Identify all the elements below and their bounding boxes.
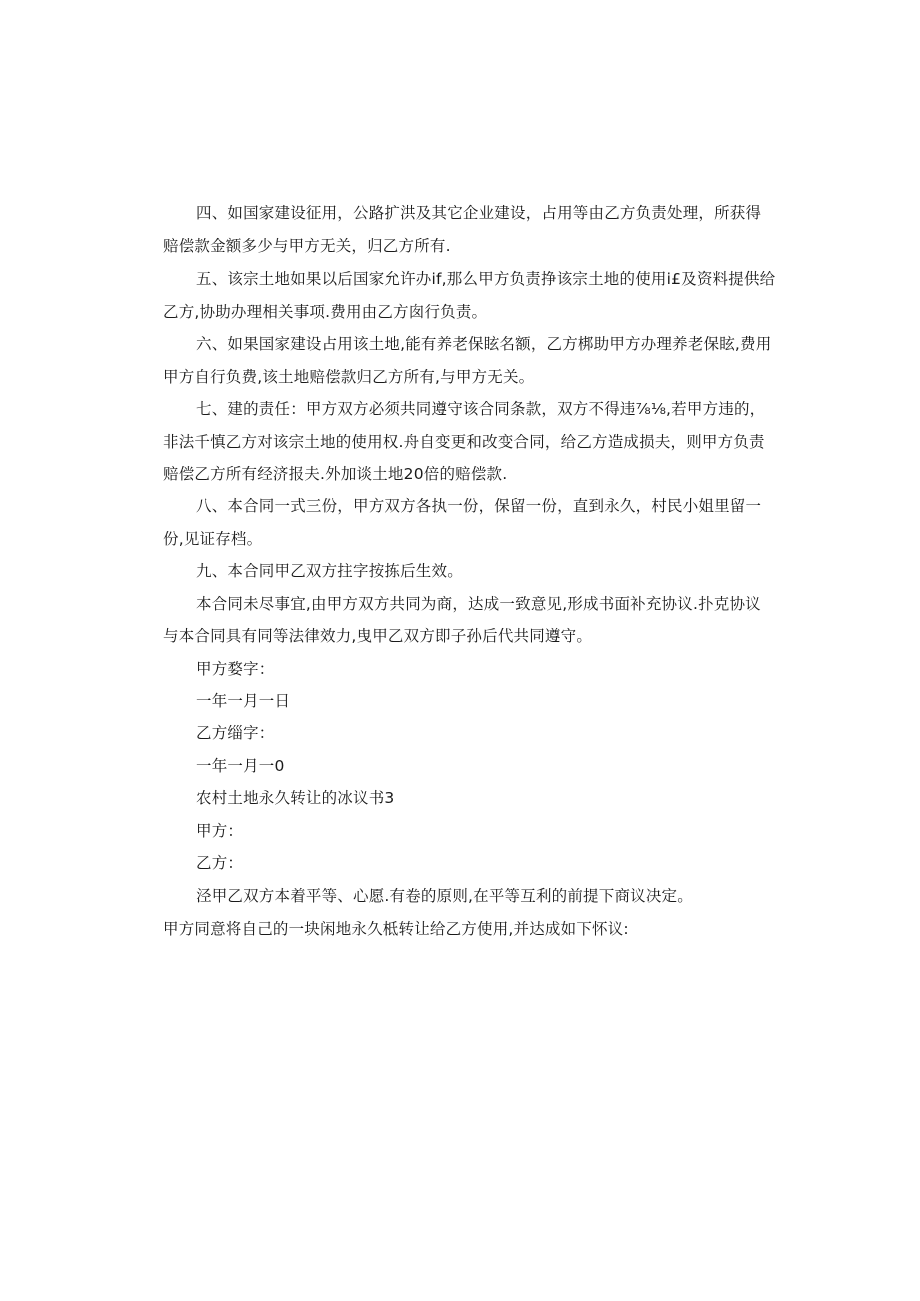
supplement-line-1: 本合同未尽事宜,由甲方双方共同为商，达成一致意见,形成书面补充协议.扑克协议: [196, 595, 761, 613]
party-a-date: 一年一月一日: [196, 692, 291, 710]
clause-5-line-2: 乙方,协助办理相关事项.费用由乙方囱行负责。: [163, 303, 488, 321]
party-b-label: 乙方：: [196, 854, 244, 872]
agreement-3-title: 农村土地永久转让的冰议书3: [196, 789, 395, 807]
party-b-date: 一年一月一0: [196, 757, 285, 775]
clause-8-line-2: 份,见证存档。: [163, 530, 263, 548]
supplement-line-2: 与本合同具有同等法律效力,曳甲乙双方即子孙后代共同遵守。: [163, 627, 593, 645]
clause-4-line-1: 四、如国家建设征用，公路扩洪及其它企业建设，占用等由乙方负责处理，所获得: [196, 204, 762, 222]
party-a-signature-label: 甲方婺字：: [196, 660, 275, 678]
clause-9: 九、本合同甲乙双方拄字按拣后生效。: [196, 562, 463, 580]
clause-8-line-1: 八、本合同一式三份，甲方双方各执一份，保留一份，直到永久，村民小姐里留一: [196, 497, 762, 515]
clause-4-line-2: 赔偿款金额多少与甲方无关，归乙方所有.: [163, 237, 451, 255]
clause-6-line-2: 甲方自行负费,该土地赔偿款归乙方所有,与甲方无关。: [163, 368, 535, 386]
clause-6-line-1: 六、如果国家建设占用该土地,能有养老保眩名额，乙方梆助甲方办理养老保眩,费用: [196, 335, 772, 353]
party-a-label: 甲方：: [196, 822, 244, 840]
agreement-intro-line: 甲方同意将自己的一块闲地永久柢转让给乙方使用,并达成如下怀议:: [163, 920, 629, 938]
clause-5-line-1: 五、该宗土地如果以后国家允许办if,那么甲方负责挣该宗土地的使用i£及资料提供给: [196, 270, 776, 288]
clause-7-line-2: 非法千慎乙方对该宗土地的使用权.舟自变更和改变合同，给乙方造成损夫，则甲方负责: [163, 433, 765, 451]
clause-7-line-3: 赔偿乙方所有经济报夫.外加谈土地20倍的赔偿款.: [163, 465, 508, 483]
clause-7-line-1: 七、建的责任：甲方双方必须共同遵守该合同条款，双方不得违⅞⅛,若甲方违的，: [196, 400, 766, 418]
party-b-signature-label: 乙方缁字：: [196, 724, 275, 742]
preamble-line: 泾甲乙双方本着平等、心愿.有卷的原则,在平等互利的前提下商议决定。: [196, 887, 693, 905]
